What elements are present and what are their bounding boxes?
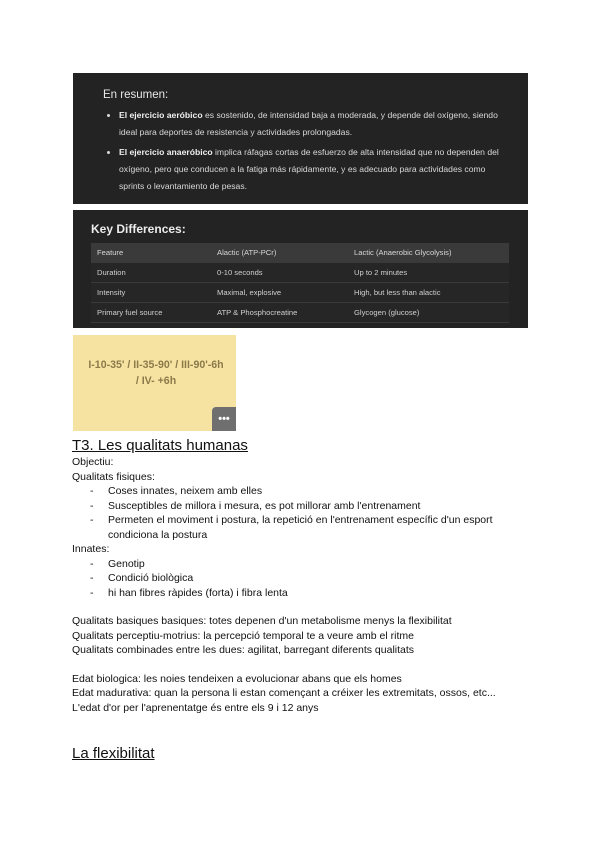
- summary-item-text: es sostenido, de intensidad baja a moderada, y depende del oxígeno, siendo ideal para deportes de resistencia y actividades prolongadas.: [119, 110, 498, 137]
- table-header: Feature: [91, 243, 211, 263]
- list-item: - hi han fibres ràpides (forta) i fibra lenta: [108, 586, 542, 601]
- summary-item-bold: El ejercicio aeróbico: [119, 110, 203, 120]
- table-cell: Glycogen (glucose): [348, 303, 509, 323]
- key-differences-box: [73, 210, 528, 328]
- qualitats-fisiques-label: Qualitats fisiques:: [72, 470, 155, 483]
- table-row: [91, 283, 509, 303]
- table-header: Lactic (Anaerobic Glycolysis): [348, 243, 509, 263]
- table-cell: Duration: [91, 263, 211, 283]
- summary-box: [73, 73, 528, 204]
- fisiques-list: [72, 484, 542, 542]
- table-cell: Maximal, explosive: [211, 283, 348, 303]
- table-cell: Primary fuel source: [91, 303, 211, 323]
- table-header: Alactic (ATP-PCr): [211, 243, 348, 263]
- list-item: - Condició biològica: [108, 571, 542, 586]
- paragraph-line: Edat biologica: les noies tendeixen a evolucionar abans que els homes: [72, 672, 402, 685]
- table-cell: 0-10 seconds: [211, 263, 348, 283]
- innates-list: [72, 557, 542, 601]
- table-row: [91, 303, 509, 323]
- section-heading: La flexibilitat: [72, 745, 155, 762]
- list-item: - Permeten el moviment i postura, la repetició en l'entrenament específic d'un esport condiciona la postura: [108, 513, 542, 542]
- summary-item-bold: El ejercicio anaeróbico: [119, 147, 213, 157]
- table-row: [91, 263, 509, 283]
- objectiu-label: Objectiu:: [72, 456, 114, 468]
- sticky-note-line: / IV- +6h: [135, 375, 177, 387]
- section-heading: T3. Les qualitats humanas: [72, 437, 248, 454]
- paragraph-line: L'edat d'or per l'aprenentatge és entre els 9 i 12 anys: [72, 701, 319, 714]
- sticky-note-line: I-10-35' / II-35-90' / III-90'-6h: [88, 359, 224, 371]
- list-item: - Coses innates, neixem amb elles: [108, 484, 542, 499]
- table-cell: High, but less than alactic: [348, 283, 509, 303]
- summary-item: [119, 144, 506, 195]
- table-header-row: [91, 243, 509, 263]
- summary-title: En resumen:: [103, 89, 169, 101]
- key-differences-table: [91, 243, 509, 323]
- list-item: - Genotip: [108, 557, 542, 572]
- table-cell: ATP & Phosphocreatine: [211, 303, 348, 323]
- more-options-button[interactable]: •••: [212, 407, 236, 431]
- summary-item: [119, 107, 506, 141]
- paragraph-line: Qualitats perceptiu-motrius: la percepció temporal te a veure amb el ritme: [72, 629, 414, 642]
- key-differences-title: Key Differences:: [91, 222, 186, 236]
- sticky-note-text: [77, 357, 235, 389]
- summary-item-text: implica ráfagas cortas de esfuerzo de alta intensidad que no dependen del oxígeno, pero que conducen a la fatiga más rápidamente, y es adecuado para actividades como sprints o levantamiento de pesas.: [119, 147, 499, 191]
- paragraph-line: Qualitats combinades entre les dues: agilitat, barregant diferents qualitats: [72, 644, 415, 656]
- sticky-note[interactable]: [73, 335, 236, 431]
- summary-list: [103, 107, 506, 195]
- innates-label: Innates:: [72, 543, 110, 555]
- paragraph-line: Edat madurativa: quan la persona li estan començant a créixer les extremitats, ossos, etc...: [72, 687, 496, 699]
- table-cell: Up to 2 minutes: [348, 263, 509, 283]
- table-cell: Intensity: [91, 283, 211, 303]
- paragraph-line: Qualitats basiques basiques: totes depenen d'un metabolisme menys la flexibilitat: [72, 615, 452, 627]
- list-item: - Susceptibles de millora i mesura, es pot millorar amb l'entrenament: [108, 499, 542, 514]
- document-body: [72, 437, 542, 763]
